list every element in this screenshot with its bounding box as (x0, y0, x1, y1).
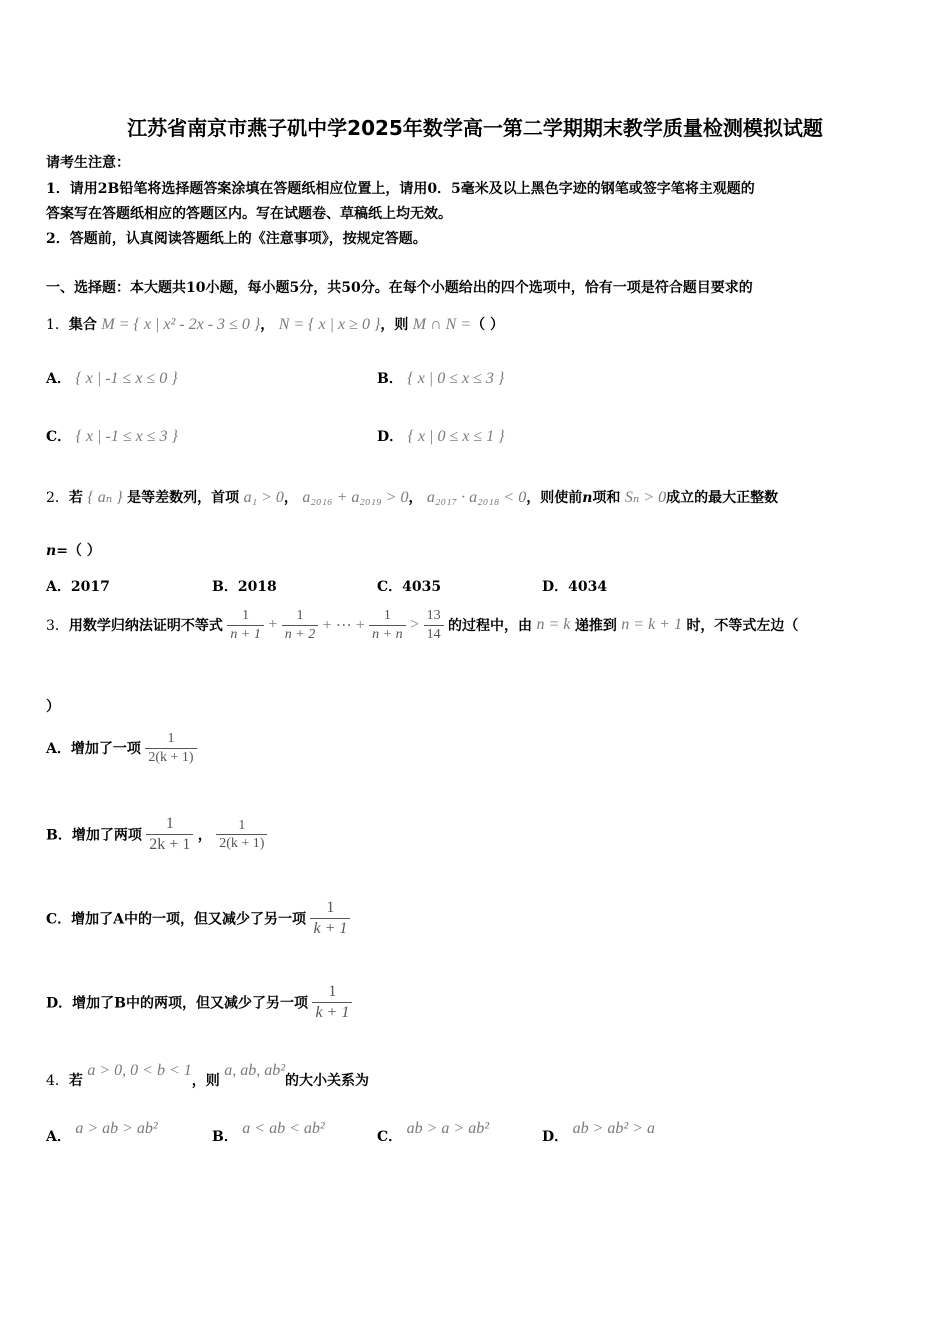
option-comma: ， (197, 827, 212, 844)
q2-n-variable: n (582, 490, 593, 506)
q4-text-then: ，则 (191, 1073, 220, 1089)
q4-text: 若 (68, 1073, 83, 1089)
q4-option-d (542, 1120, 655, 1146)
option-fraction (310, 898, 350, 939)
numerator: 1 (312, 982, 352, 1003)
notice-item-2: 2．答题前，认真阅读答题纸上的《注意事项》，按规定答题。 (46, 231, 427, 247)
denominator: 2(k + 1) (219, 836, 265, 851)
q2-sequence: { aₙ } (87, 489, 123, 506)
denominator: 2k + 1 (149, 836, 191, 853)
q1-comma: ， (260, 317, 275, 333)
q2-option-a: A．2017 (46, 579, 110, 595)
q3-text-process: 的过程中，由 (448, 618, 533, 634)
q3-text-recurse: 递推到 (574, 618, 617, 634)
plus-sign: + (268, 616, 278, 633)
question-2 (46, 487, 778, 507)
q2-condition-1: a₁ > 0 (243, 489, 284, 506)
q3-text: 用数学归纳法证明不等式 (68, 618, 223, 634)
q3-fraction-2 (282, 607, 318, 643)
option-value: { x | 0 ≤ x ≤ 3 } (407, 370, 505, 387)
q1-option-c (46, 426, 178, 446)
q1-set-n: N = { x | x ≥ 0 } (278, 316, 381, 333)
numerator: 1 (282, 607, 318, 626)
option-label: B．增加了两项 (46, 827, 142, 844)
denominator: n + n (372, 626, 403, 642)
q2-option-d: D．4034 (542, 579, 608, 595)
q2-text-sum: 项和 (592, 490, 621, 506)
option-label: A．增加了一项 (46, 741, 141, 757)
question-number: 1． (46, 317, 69, 333)
option-value: { x | -1 ≤ x ≤ 3 } (75, 428, 178, 445)
section-heading: 一、选择题：本大题共10小题，每小题5分，共50分。在每个小题给出的四个选项中，恰有一项是符合题目要求的 (46, 280, 753, 296)
option-fraction (146, 814, 193, 855)
option-value: ab > ab² > a (572, 1120, 655, 1137)
option-label: D． (377, 429, 404, 445)
q2-text-tail: 成立的最大正整数 (666, 490, 779, 506)
option-fraction (216, 817, 267, 853)
q4-condition: a > 0, 0 < b < 1 (87, 1062, 192, 1079)
q1-set-m: M = { x | x² - 2x - 3 ≤ 0 } (101, 316, 261, 333)
q2-text-first-term: 是等差数列，首项 (127, 490, 240, 506)
page-title: 江苏省南京市燕子矶中学2025年数学高一第二学期期末教学质量检测模拟试题 (127, 116, 823, 140)
denominator: 14 (426, 626, 441, 642)
question-4 (46, 1062, 370, 1090)
q2-sep: ， (408, 490, 423, 506)
q3-option-d (46, 982, 352, 1023)
numerator: 1 (369, 607, 405, 626)
option-label: B． (377, 371, 403, 387)
option-value: ab > a > ab² (406, 1120, 489, 1137)
option-label: C． (377, 1129, 403, 1145)
option-value: a < ab < ab² (242, 1120, 325, 1137)
notice-item-1-line-2: 答案写在答题纸相应的答题区内。写在试题卷、草稿纸上均无效。 (46, 206, 452, 222)
q4-text-tail: 的大小关系为 (285, 1073, 370, 1089)
option-label: D． (542, 1129, 569, 1145)
numerator: 13 (424, 607, 444, 626)
q2-condition-4: Sₙ > 0 (624, 489, 667, 506)
q3-option-a (46, 730, 197, 766)
numerator: 1 (145, 730, 196, 749)
q3-option-c (46, 898, 350, 939)
notice-item-1-line-1: 1．请用2B铅笔将选择题答案涂填在答题纸相应位置上，请用0．5毫米及以上黑色字迹的钢笔或签字笔将主观题的 (46, 181, 755, 197)
q1-text: 集合 (68, 317, 97, 333)
q2-option-b: B．2018 (212, 579, 277, 595)
q3-text-tail: 时，不等式左边（ (686, 618, 799, 634)
option-label: C．增加了A中的一项，但又减少了另一项 (46, 911, 307, 928)
q1-text-then: ，则 (380, 317, 409, 333)
q4-option-b (212, 1120, 325, 1146)
q2-condition-2: a₂₀₁₆ + a₂₀₁₉ > 0 (302, 489, 409, 506)
q3-option-b (46, 814, 267, 855)
question-1 (46, 314, 504, 334)
numerator: 1 (146, 814, 193, 835)
q2-text: 若 (68, 490, 83, 506)
question-number: 4． (46, 1073, 69, 1089)
numerator: 1 (216, 817, 267, 836)
option-value: { x | 0 ≤ x ≤ 1 } (407, 428, 505, 445)
q4-option-c (377, 1120, 489, 1146)
q1-option-b (377, 368, 504, 388)
q2-condition-3: a₂₀₁₇ · a₂₀₁₈ < 0 (426, 489, 527, 506)
q4-variables: a, ab, ab² (224, 1062, 286, 1079)
q3-n-equals-k: n = k (536, 616, 571, 633)
q2-option-c: C．4035 (377, 579, 442, 595)
denominator: n + 2 (284, 626, 316, 642)
option-label: B． (212, 1129, 238, 1145)
q4-option-a (46, 1120, 158, 1146)
option-label: A． (46, 1129, 71, 1145)
denominator: k + 1 (313, 920, 348, 937)
denominator: k + 1 (315, 1004, 350, 1021)
option-value: { x | -1 ≤ x ≤ 0 } (75, 370, 178, 387)
q3-close-paren: ） (46, 699, 60, 715)
question-number: 2． (46, 490, 69, 506)
q2-answer-paren: =（ ） (56, 543, 101, 559)
q3-greater-than: > (410, 616, 420, 633)
denominator: n + 1 (230, 626, 261, 642)
numerator: 1 (227, 607, 263, 626)
q2-sep: ， (283, 490, 298, 506)
option-label: A． (46, 371, 71, 387)
q3-n-equals-k-plus-1: n = k + 1 (621, 616, 682, 633)
notice-heading: 请考生注意： (46, 155, 130, 171)
question-3 (46, 607, 798, 643)
q1-answer-paren: （ ） (471, 317, 505, 333)
q2-n-variable: n (46, 543, 57, 559)
q3-fraction-1 (227, 607, 263, 643)
option-fraction (312, 982, 352, 1023)
option-fraction (145, 730, 196, 766)
q3-fraction-3 (369, 607, 405, 643)
denominator: 2(k + 1) (148, 749, 194, 765)
numerator: 1 (310, 898, 350, 919)
q1-option-d (377, 426, 505, 446)
q3-fraction-4 (424, 607, 444, 643)
option-value: a > ab > ab² (75, 1120, 158, 1137)
q1-option-a (46, 368, 178, 388)
q2-text-then: ，则使前 (526, 490, 583, 506)
option-label: D．增加了B中的两项，但又减少了另一项 (46, 995, 308, 1012)
option-label: C． (46, 429, 72, 445)
question-number: 3． (46, 618, 69, 634)
q1-expression: M ∩ N = (412, 316, 472, 333)
q3-ellipsis: + ⋯ + (322, 617, 365, 634)
q2-line-2 (46, 540, 101, 560)
